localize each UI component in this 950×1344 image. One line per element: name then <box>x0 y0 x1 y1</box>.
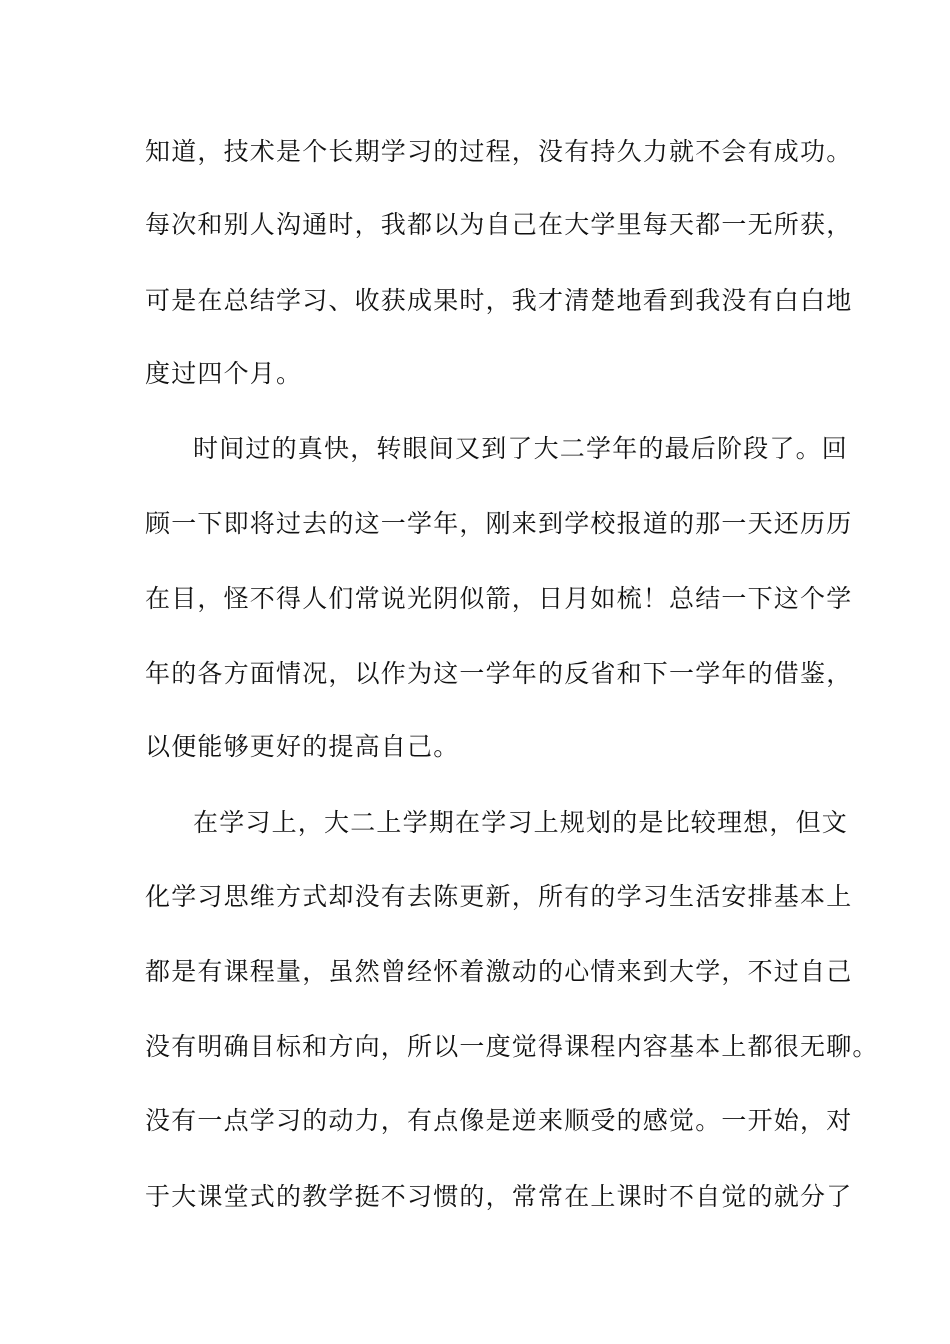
text-line: 于大课堂式的教学挺不习惯的，常常在上课时不自觉的就分了 <box>145 1182 853 1211</box>
paragraph-first-line: 在学习上，大二上学期在学习上规划的是比较理想，但文 <box>193 808 849 837</box>
text-line: 可是在总结学习、收获成果时，我才清楚地看到我没有白白地 <box>145 286 853 315</box>
text-line: 年的各方面情况，以作为这一学年的反省和下一学年的借鉴， <box>145 659 853 688</box>
text-line: 度过四个月。 <box>145 359 303 388</box>
text-line: 化学习思维方式却没有去陈更新，所有的学习生活安排基本上 <box>145 882 853 911</box>
text-line: 没有一点学习的动力，有点像是逆来顺受的感觉。一开始，对 <box>145 1106 853 1135</box>
text-line: 知道，技术是个长期学习的过程，没有持久力就不会有成功。 <box>145 137 853 166</box>
text-line: 在目，怪不得人们常说光阴似箭，日月如梳！总结一下这个学 <box>145 584 853 613</box>
text-line: 都是有课程量，虽然曾经怀着激动的心情来到大学，不过自己 <box>145 957 853 986</box>
text-line: 顾一下即将过去的这一学年，刚来到学校报道的那一天还历历 <box>145 509 853 538</box>
text-line: 没有明确目标和方向，所以一度觉得课程内容基本上都很无聊。 <box>145 1032 879 1061</box>
text-line: 每次和别人沟通时，我都以为自己在大学里每天都一无所获， <box>145 210 853 239</box>
text-line: 以便能够更好的提高自己。 <box>145 732 460 761</box>
paragraph-first-line: 时间过的真快，转眼间又到了大二学年的最后阶段了。回 <box>193 434 849 463</box>
